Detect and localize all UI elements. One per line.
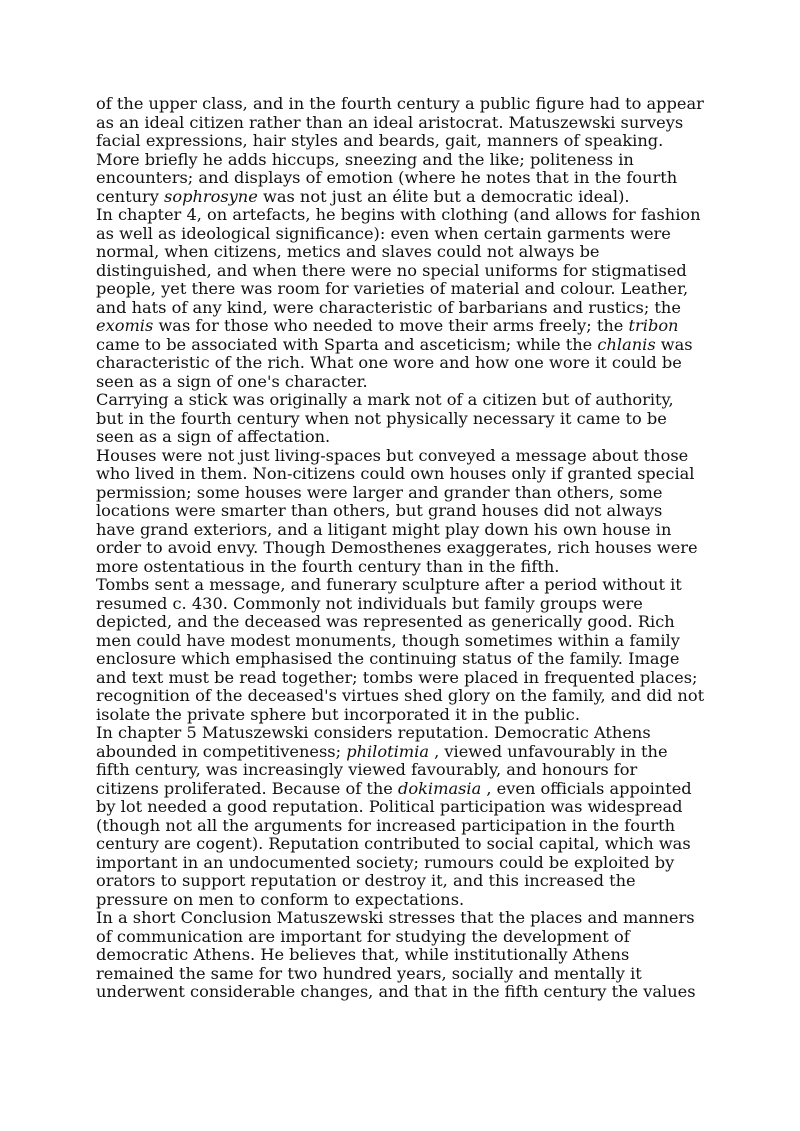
- paragraph-conclusion: [96, 909, 706, 1002]
- text-run: Carrying a stick was originally a mark not of a citizen but of authority, but in the fourth century when not physically necessary it came to be seen as a sign of affectation.: [96, 390, 674, 446]
- text-run: was for those who needed to move their arms freely; the: [153, 316, 629, 335]
- text-run: was characteristic of the rich. What one wore and how one wore it could be seen as a sign of one's character.: [96, 334, 693, 391]
- paragraph-stick: [96, 391, 706, 447]
- text-run: was not just an élite but a democratic ideal).: [257, 186, 630, 206]
- text-run: Houses were not just living-spaces but conveyed a message about those who lived in them. Non-citizens could own houses only if granted special permission; some houses were larger and grander than others, some locations were smarter than others, but grand houses did not always have grand exteriors, and a litigant might play down his own house in order to avoid envy. Though Demosthenes exaggerates, rich houses were more ostentatious in the fourth century than in the fifth.: [96, 445, 698, 576]
- text-run: Tombs sent a message, and funerary sculpture after a period without it resumed c. 430. Commonly not individuals but family groups were depicted, and the deceased was represented as generically good. Rich men could have modest monuments, though sometimes within a family enclosure which emphasised the continuing status of the family. Image and text must be read together; tombs were placed in frequented places; recognition of the deceased's virtues shed glory on the family, and did not isolate the private sphere but incorporated it in the public.: [96, 575, 705, 724]
- paragraph-tombs: [96, 576, 706, 724]
- document-page: [96, 95, 706, 1002]
- text-run: In a short Conclusion Matuszewski stresses that the places and manners of communication are important for studying the development of democratic Athens. He believes that, while institutionally Athens remained the same for two hundred years, socially and mentally it underwent considerable changes, and that in the fifth century the values: [96, 908, 696, 1001]
- italic-term: exomis: [96, 316, 154, 335]
- text-run: came to be associated with Sparta and asceticism; while the: [96, 334, 593, 354]
- italic-term: philotimia: [346, 741, 429, 761]
- paragraph-houses: [96, 447, 706, 577]
- italic-term: chlanis: [597, 334, 656, 354]
- text-run: , even officials appointed by lot needed a good reputation. Political participation was widespread (though not all the arguments for increased participation in the fourth century are cogent). Reputation contributed to social capital, which was important in an undocumented society; rumours could be exploited by orators to support reputation or destroy it, and this increased the pressure on men to conform to expectations.: [96, 778, 692, 909]
- paragraph-upper-class: [96, 95, 706, 206]
- paragraph-reputation: [96, 724, 706, 909]
- text-run: In chapter 5 Matuszewski considers reputation. Democratic Athens abounded in competitiveness;: [96, 723, 651, 761]
- italic-term: sophrosyne: [164, 186, 258, 206]
- text-run: of the upper class, and in the fourth century a public figure had to appear as an ideal citizen rather than an ideal aristocrat. Matuszewski surveys facial expressions, hair styles and beards, gait, manners of speaking. More briefly he adds hiccups, sneezing and the like; politeness in encounters; and displays of emotion (where he notes that in the fourth century: [96, 94, 704, 206]
- text-run: , viewed unfavourably in the fifth century, was increasingly viewed favourably, and honours for citizens proliferated. Because of the: [96, 741, 668, 798]
- italic-term: dokimasia: [398, 778, 482, 798]
- text-run: In chapter 4, on artefacts, he begins with clothing (and allows for fashion as well as ideological significance): even when certain garments were normal, when citizens, metics and slaves could not always be distinguished, and when there were no special uniforms for stigmatised people, yet there was room for varieties of material and colour. Leather, and hats of any kind, were characteristic of barbarians and rustics; the: [96, 205, 701, 317]
- paragraph-artefacts: [96, 206, 706, 391]
- italic-term: tribon: [628, 316, 679, 335]
